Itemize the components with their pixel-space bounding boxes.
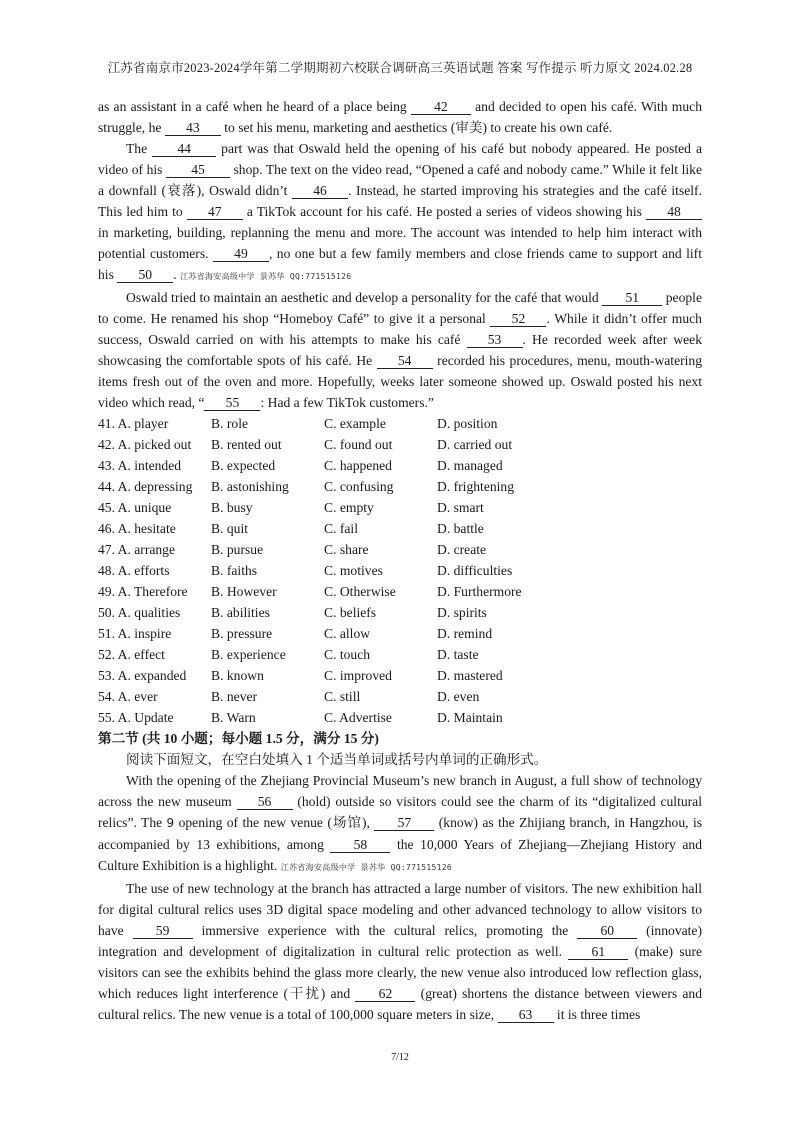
paragraph-p5 — [98, 878, 702, 1025]
document-body — [98, 96, 702, 1025]
option-cell: D. battle — [437, 521, 484, 536]
paragraph-p2 — [98, 138, 702, 287]
watermark-text: 江苏省海安高级中学 景苏华 QQ:771515126 — [280, 863, 452, 872]
text: , no one but a few family members and close friends came to support and lift his — [98, 246, 702, 282]
text: The use of new technology at the branch has attracted a large number of visitors. The new exhibition hall for digital cultural relics uses 3D digital space modeling and other advanced technology to allow visitors to have — [98, 881, 702, 938]
option-cell: D. position — [437, 416, 498, 431]
option-cell: D. create — [437, 542, 487, 557]
paragraph-p3 — [98, 287, 702, 413]
option-cell: B. pressure — [211, 626, 273, 641]
option-cell: C. example — [324, 416, 386, 431]
option-row — [98, 707, 522, 728]
blank-59: 59 — [133, 923, 193, 939]
option-cell: B. known — [211, 668, 264, 683]
option-cell: D. mastered — [437, 668, 503, 683]
blank-49: 49 — [213, 246, 269, 262]
option-cell: D. even — [437, 689, 480, 704]
option-cell: C. motives — [324, 563, 383, 578]
option-cell: C. Advertise — [324, 710, 392, 725]
option-cell: 52. A. effect — [98, 647, 165, 662]
option-row — [98, 476, 522, 497]
text: recorded his procedures, menu, mouth-watering items fresh out of the oven and more. Hopefully, weeks later someone showed up. Oswald posted his next video which read, “ — [98, 353, 702, 410]
option-row — [98, 497, 522, 518]
blank-53: 53 — [467, 332, 523, 348]
option-cell: C. improved — [324, 668, 392, 683]
option-cell: C. confusing — [324, 479, 394, 494]
text: immersive experience with the cultural relics, promoting the — [192, 923, 578, 938]
option-cell: B. quit — [211, 521, 249, 536]
blank-51: 51 — [602, 290, 662, 306]
option-cell: 43. A. intended — [98, 458, 182, 473]
blank-46: 46 — [292, 183, 348, 199]
blank-52: 52 — [490, 311, 546, 327]
blank-43: 43 — [165, 120, 221, 136]
blank-42: 42 — [411, 99, 471, 115]
options-table — [98, 413, 522, 728]
option-row — [98, 644, 522, 665]
option-cell: D. carried out — [437, 437, 513, 452]
section-title: 第二节 (共 10 小题；每小题 1.5 分，满分 15 分) — [98, 731, 379, 746]
text: (innovate) integration and development of digitalization in cultural relic protection as well. — [98, 923, 702, 959]
option-row — [98, 665, 522, 686]
option-cell: C. beliefs — [324, 605, 377, 620]
page-header: 江苏省南京市2023-2024学年第二学期期初六校联合调研高三英语试题 答案 写作提示 听力原文 2024.02.28 — [107, 61, 693, 75]
option-cell: C. still — [324, 689, 361, 704]
option-cell: 41. A. player — [98, 416, 169, 431]
option-cell: B. rented out — [211, 437, 282, 452]
option-cell: C. empty — [324, 500, 374, 515]
blank-50: 50 — [117, 267, 173, 283]
text: . While it didn’t offer much success, Oswald carried on with his attempts to make his café — [98, 311, 702, 347]
text: . Instead, he started improving his strategies and the café itself. This led him to — [98, 183, 702, 219]
option-cell: 48. A. efforts — [98, 563, 170, 578]
blank-56: 56 — [237, 794, 293, 810]
option-cell: 49. A. Therefore — [98, 584, 188, 599]
option-cell: D. smart — [437, 500, 484, 515]
option-row — [98, 602, 522, 623]
option-row — [98, 686, 522, 707]
text: in marketing, building, replanning the menu and more. The account was intended to help him interact with potential customers. — [98, 225, 702, 261]
option-cell: 53. A. expanded — [98, 668, 187, 683]
text: and decided to open his café. With much struggle, he — [98, 99, 702, 135]
option-cell: D. Maintain — [437, 710, 503, 725]
text: . He recorded week after week showcasing the comfortable spots of his café. He — [98, 332, 702, 368]
text: shop. The text on the video read, “Opened a café and nobody came.” While it felt like a downfall (衰落), Oswald didn’t — [98, 162, 702, 198]
text: . — [173, 267, 177, 282]
option-cell: B. role — [211, 416, 248, 431]
option-cell: B. However — [211, 584, 277, 599]
page-number: 7/12 — [391, 1052, 409, 1063]
text: people to come. He renamed his shop “Homeboy Café” to give it a personal — [98, 290, 702, 326]
option-cell: B. pursue — [211, 542, 264, 557]
option-cell: 46. A. hesitate — [98, 521, 176, 536]
option-cell: 51. A. inspire — [98, 626, 172, 641]
ordinal-number: 9 — [166, 816, 175, 830]
option-row — [98, 539, 522, 560]
blank-54: 54 — [377, 353, 433, 369]
option-row — [98, 518, 522, 539]
option-row — [98, 623, 522, 644]
blank-62: 62 — [355, 986, 415, 1002]
text: the 10,000 Years of Zhejiang—Zhejiang History and Culture Exhibition is a highlight. — [98, 837, 702, 873]
option-cell: D. frightening — [437, 479, 515, 494]
paragraph-p4 — [98, 770, 702, 878]
blank-48: 48 — [646, 204, 702, 220]
option-row — [98, 455, 522, 476]
paragraph-p1-cont — [98, 96, 702, 138]
option-row — [98, 413, 522, 434]
option-cell: B. abilities — [211, 605, 270, 620]
option-cell: D. taste — [437, 647, 479, 662]
text: opening of the new venue (场馆), — [174, 815, 375, 830]
text: The — [126, 141, 153, 156]
blank-61: 61 — [568, 944, 628, 960]
option-cell: 50. A. qualities — [98, 605, 181, 620]
text: (know) as the Zhijiang branch, in Hangzhou, is accompanied by 13 exhibitions, among — [98, 815, 703, 852]
option-cell: C. Otherwise — [324, 584, 396, 599]
text: (make) sure visitors can see the exhibits behind the glass more clearly, the new venue also introduced low reflection glass, which reduces light interference (干扰) and — [98, 944, 703, 1001]
option-cell: D. Furthermore — [437, 584, 522, 599]
text: (hold) outside so visitors could see the charm of its “digitalized cultural relics”. The — [98, 794, 702, 830]
option-cell: B. faiths — [211, 563, 258, 578]
watermark-text: 江苏省海安高级中学 景苏华 QQ:771515126 — [180, 272, 352, 281]
option-cell: C. share — [324, 542, 369, 557]
option-cell: C. happened — [324, 458, 392, 473]
text: it is three times — [553, 1007, 641, 1022]
option-cell: D. difficulties — [437, 563, 513, 578]
option-cell: B. astonishing — [211, 479, 289, 494]
option-cell: C. fail — [324, 521, 358, 536]
text: (great) shortens the distance between viewers and cultural relics. The new venue is a total of 100,000 square meters in size, — [98, 986, 703, 1022]
text: part was that Oswald held the opening of his café but nobody appeared. He posted a video of his — [98, 141, 702, 177]
option-row — [98, 581, 522, 602]
option-row — [98, 560, 522, 581]
option-cell: B. expected — [211, 458, 276, 473]
blank-58: 58 — [330, 837, 390, 853]
blank-63: 63 — [498, 1007, 554, 1023]
text: as an assistant in a café when he heard of a place being — [98, 99, 411, 114]
text: a TikTok account for his café. He posted a series of videos showing his — [242, 204, 646, 219]
option-cell: D. spirits — [437, 605, 487, 620]
option-cell: B. busy — [211, 500, 253, 515]
text: With the opening of the Zhejiang Provincial Museum’s new branch in August, a full show of technology across the new museum — [98, 773, 702, 809]
blank-55: 55 — [204, 395, 260, 411]
text: to set his menu, marketing and aesthetics (审美) to create his own café. — [220, 120, 613, 135]
blank-47: 47 — [187, 204, 243, 220]
option-cell: 47. A. arrange — [98, 542, 176, 557]
option-cell: 42. A. picked out — [98, 437, 192, 452]
blank-57: 57 — [374, 815, 434, 831]
blank-60: 60 — [577, 923, 637, 939]
option-cell: 54. A. ever — [98, 689, 158, 704]
option-cell: 55. A. Update — [98, 710, 174, 725]
option-cell: 45. A. unique — [98, 500, 172, 515]
option-cell: C. allow — [324, 626, 371, 641]
option-cell: C. touch — [324, 647, 371, 662]
option-row — [98, 434, 522, 455]
text: : Had a few TikTok customers.” — [260, 395, 434, 410]
option-cell: B. Warn — [211, 710, 256, 725]
section-instruction: 阅读下面短文，在空白处填入 1 个适当单词或括号内单词的正确形式。 — [126, 752, 548, 767]
blank-45: 45 — [166, 162, 230, 178]
option-cell: 44. A. depressing — [98, 479, 193, 494]
blank-44: 44 — [152, 141, 216, 157]
text: Oswald tried to maintain an aesthetic and develop a personality for the café that would — [126, 290, 603, 305]
option-cell: B. experience — [211, 647, 286, 662]
option-cell: D. remind — [437, 626, 493, 641]
option-cell: B. never — [211, 689, 258, 704]
option-cell: D. managed — [437, 458, 503, 473]
option-cell: C. found out — [324, 437, 393, 452]
